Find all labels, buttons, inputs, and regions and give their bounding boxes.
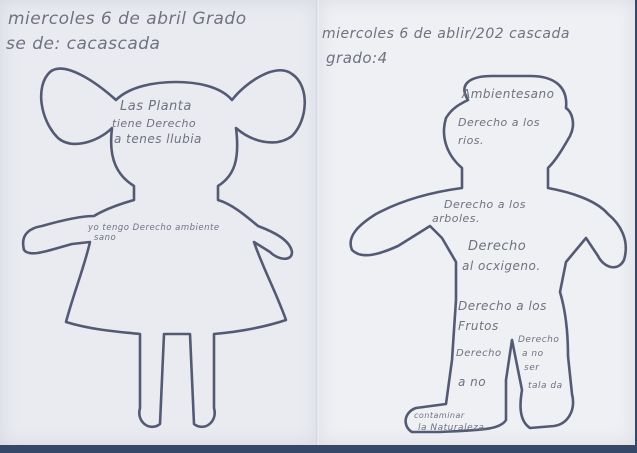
left-header-line1: miercoles 6 de abril Grado [8,9,247,29]
right-head-text-line1: Ambientesano [462,87,555,101]
left-head-text-line1: Las Planta [120,99,192,114]
left-head-text-line3: a tenes llubia [114,132,202,146]
right-chest-text-line1: Derecho a los [444,198,527,211]
left-header-line2: se de: cacascada [6,34,161,54]
boy-figure-outline [351,76,626,432]
right-chest-text-line2: arboles. [432,212,481,225]
right-belly-text-line1: Derecho [468,239,527,254]
right-leg-text-line1: Derecho [518,335,560,345]
right-head-text-line2: Derecho a los [458,116,541,129]
left-leg-text-line2: a no [458,375,487,389]
right-hip-text-line1: Derecho a los [458,299,547,313]
right-head-text-line3: rios. [458,134,485,147]
left-leg-text-line1: Derecho [456,348,502,359]
right-header-line2: grado:4 [326,49,388,67]
foot-text-line1: contaminar [414,411,465,420]
right-header-line1: miercoles 6 de ablir/202 cascada [322,26,570,42]
right-leg-text-line3: ser [524,363,540,373]
left-waist-text-line1: yo tengo Derecho ambiente [88,223,220,233]
left-waist-text-line2: sano [94,233,117,243]
right-hip-text-line2: Frutos [458,319,499,333]
right-leg-text-line2: a no [522,349,544,359]
left-head-text-line2: tiene Derecho [112,117,197,130]
right-leg-text-line4: tala da [528,381,563,391]
right-belly-text-line2: al ocxigeno. [462,259,541,273]
foot-text-line2: la Naturaleza. [418,423,488,433]
